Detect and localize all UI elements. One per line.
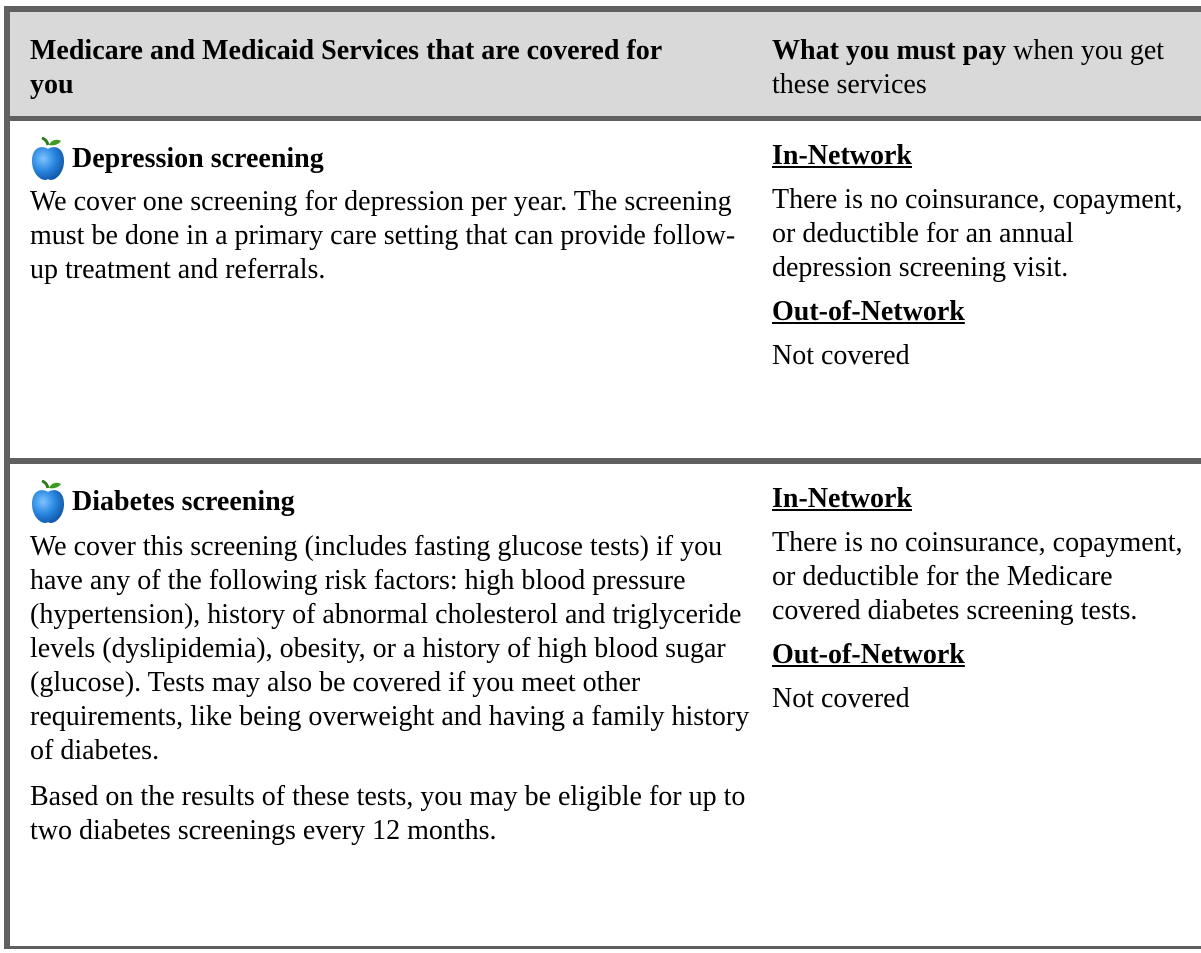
out-network-heading: Out-of-Network (772, 296, 965, 327)
header-payment-bold: What you must pay (772, 35, 1007, 66)
in-network-text: There is no coinsurance, copayment, or deductible for the Medicare covered diabetes screening tests. (772, 527, 1183, 626)
apple-icon (30, 137, 66, 181)
payment-cell (772, 139, 1192, 373)
in-network-heading: In-Network (772, 483, 912, 514)
table-row (10, 464, 1201, 946)
in-network-heading: In-Network (772, 140, 912, 171)
apple-icon (30, 480, 66, 524)
payment-cell (772, 482, 1192, 716)
table-header (10, 12, 1201, 121)
coverage-table (4, 6, 1201, 949)
table-row (10, 121, 1201, 464)
service-description-eligibility: Based on the results of these tests, you may be eligible for up to two diabetes screenings every 12 months. (30, 781, 746, 846)
header-payment-label (772, 34, 1192, 102)
in-network-text: There is no coinsurance, copayment, or deductible for an annual depression screening visit. (772, 184, 1183, 283)
service-title-text: Depression screening (72, 143, 324, 174)
header-services-label: Medicare and Medicaid Services that are covered for you (30, 35, 662, 100)
service-title-text: Diabetes screening (72, 486, 295, 517)
service-title (30, 137, 750, 181)
out-network-text: Not covered (772, 340, 910, 371)
service-description: We cover this screening (includes fasting glucose tests) if you have any of the following risk factors: high blood pressure (hypertension), history of abnormal cholesterol and triglyceride levels (dyslipidemia), obesity, or a history of high blood sugar (glucose). Tests may also be covered if you meet other requirements, like being overweight and having a family history of diabetes. (30, 531, 750, 766)
service-cell (30, 137, 750, 287)
out-network-text: Not covered (772, 683, 910, 714)
out-network-heading: Out-of-Network (772, 639, 965, 670)
header-payment-rest: when you get these services (772, 35, 1165, 100)
service-cell (30, 480, 750, 848)
service-description: We cover one screening for depression per year. The screening must be done in a primary care setting that can provide follow-up treatment and referrals. (30, 186, 736, 285)
service-title (30, 480, 750, 524)
